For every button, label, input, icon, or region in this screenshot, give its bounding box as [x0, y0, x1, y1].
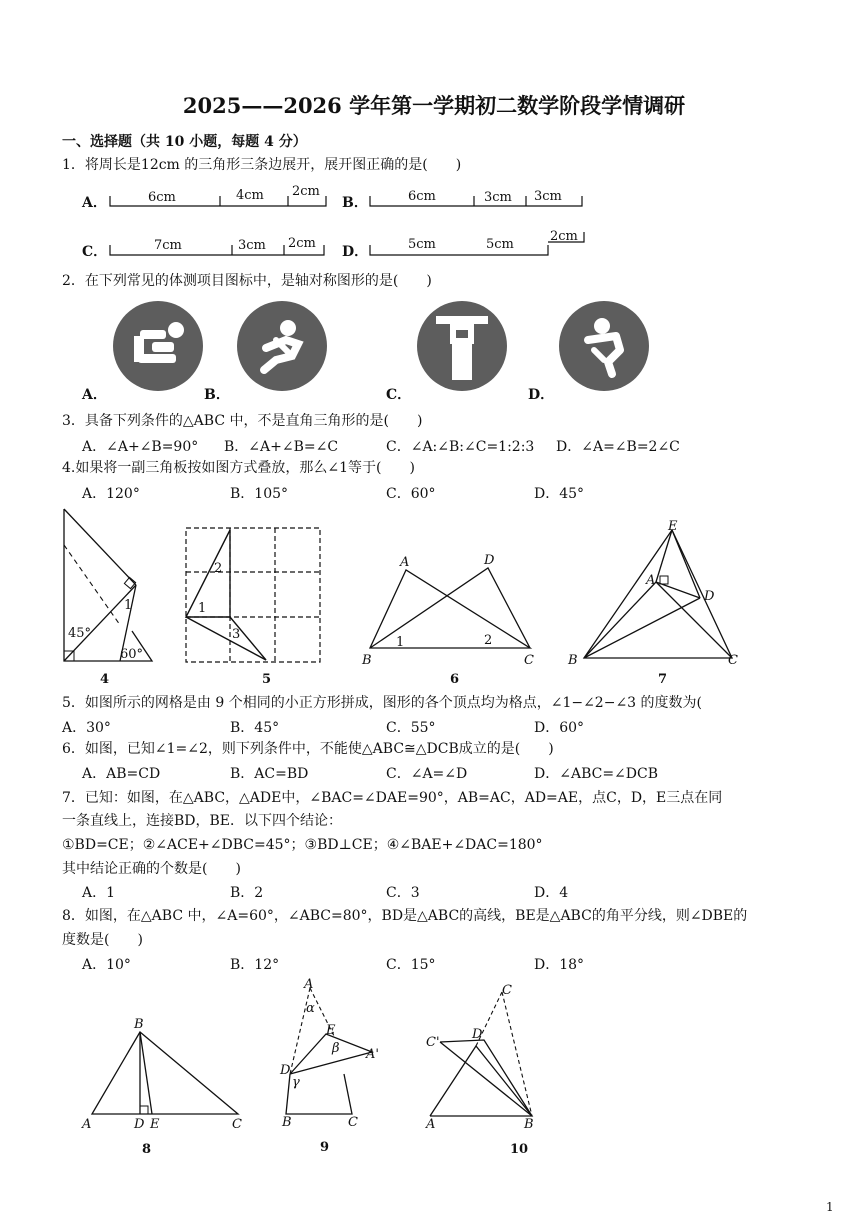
- f5-angle-1: 1: [198, 601, 207, 616]
- f7-point-c: C: [728, 653, 738, 668]
- q1-option-a-segment: [108, 182, 328, 212]
- f9-point-e: E: [326, 1023, 336, 1038]
- f6-point-a: A: [400, 555, 410, 570]
- f10-point-c: C: [502, 983, 512, 998]
- question-4-stem: 4.如果将一副三角板按如图方式叠放，那么∠1等于( ): [62, 460, 415, 476]
- q2-option-b: B．: [204, 387, 230, 403]
- fitness-icon-b: [236, 300, 328, 392]
- figure-9-caption: 9: [320, 1140, 330, 1155]
- q1c-seg3: 2cm: [288, 236, 316, 251]
- q5-option-b: B．45°: [230, 720, 280, 736]
- f6-point-c: C: [524, 653, 534, 668]
- q1a-seg1: 6cm: [148, 190, 176, 205]
- figure-9: [276, 978, 386, 1128]
- q1c-seg1: 7cm: [154, 238, 182, 253]
- q5-option-d: D．60°: [534, 720, 585, 736]
- q5-option-c: C．55°: [386, 720, 436, 736]
- figure-10: [420, 982, 540, 1132]
- figure-8-caption: 8: [142, 1142, 152, 1157]
- f9-point-b: B: [282, 1115, 292, 1130]
- q6-option-b: B．AC=BD: [230, 766, 309, 782]
- q4-option-d: D．45°: [534, 486, 585, 502]
- q1-option-d-segment: [368, 228, 588, 258]
- q3-option-a: A．∠A+∠B=90°: [82, 439, 199, 455]
- q2-option-a: A．: [82, 387, 107, 403]
- f10-point-c-prime: C': [426, 1035, 440, 1050]
- figure-8: [78, 1010, 258, 1132]
- question-7-conclusions: ①BD=CE；②∠ACE+∠DBC=45°；③BD⊥CE；④∠BAE+∠DAC=180°: [62, 837, 543, 853]
- q4-option-b: B．105°: [230, 486, 289, 502]
- f4-angle-45: 45°: [68, 626, 92, 641]
- f7-point-a: A: [646, 573, 656, 588]
- f8-point-c: C: [232, 1117, 242, 1132]
- question-8-stem-line1: 8．如图，在△ABC 中，∠A=60°，∠ABC=80°，BD是△ABC的高线，BE是△ABC的角平分线，则∠DBE的: [62, 908, 748, 924]
- q1b-seg3: 3cm: [534, 189, 562, 204]
- fitness-icon-a: [112, 300, 204, 392]
- q8-option-a: A．10°: [82, 957, 131, 973]
- q7-option-a: A．1: [82, 885, 116, 901]
- q3-option-d: D．∠A=∠B=2∠C: [556, 439, 680, 455]
- f9-angle-beta: β: [332, 1041, 340, 1056]
- q1-option-c-letter: C．: [82, 244, 108, 260]
- q2-option-c: C．: [386, 387, 412, 403]
- figure-4: [58, 505, 158, 665]
- f5-angle-3: 3: [232, 627, 241, 642]
- q1a-seg3: 2cm: [292, 184, 320, 199]
- f4-angle-60: 60°: [120, 647, 144, 662]
- f7-point-d: D: [704, 589, 715, 604]
- f9-angle-gamma: γ: [292, 1075, 300, 1090]
- fitness-icon-c: [416, 300, 508, 392]
- question-3-stem: 3．具备下列条件的△ABC 中，不是直角三角形的是( ): [62, 413, 423, 429]
- q7-option-c: C．3: [386, 885, 420, 901]
- q5-option-a: A．30°: [62, 720, 111, 736]
- q1d-seg1: 5cm: [408, 237, 436, 252]
- question-2-stem: 2．在下列常见的体测项目图标中，是轴对称图形的是( ): [62, 273, 432, 289]
- q6-option-c: C．∠A=∠D: [386, 766, 468, 782]
- figure-6-caption: 6: [450, 672, 460, 687]
- f8-point-a: A: [82, 1117, 92, 1132]
- f6-point-d: D: [484, 553, 495, 568]
- f8-point-d: D: [134, 1117, 145, 1132]
- section-heading: 一、选择题（共 10 小题，每题 4 分）: [62, 134, 307, 150]
- q4-option-c: C．60°: [386, 486, 436, 502]
- q2-option-d: D．: [528, 387, 555, 403]
- q4-option-a: A．120°: [82, 486, 140, 502]
- f10-point-d: D: [472, 1027, 483, 1042]
- question-8-stem-line2: 度数是( ): [62, 932, 143, 948]
- f9-point-a-prime: A': [366, 1047, 379, 1062]
- f9-point-a: A: [304, 977, 314, 992]
- fitness-icon-d: [558, 300, 650, 392]
- page-title: 2025——2026 学年第一学期初二数学阶段学情调研: [182, 93, 686, 118]
- q3-option-b: B．∠A+∠B=∠C: [224, 439, 339, 455]
- f6-angle-2: 2: [484, 633, 493, 648]
- q1-option-b-letter: B．: [342, 195, 368, 211]
- figure-10-caption: 10: [510, 1142, 529, 1157]
- figure-5-caption: 5: [262, 672, 272, 687]
- figure-7-caption: 7: [658, 672, 668, 687]
- q1-option-c-segment: [108, 231, 328, 261]
- q1-option-d-letter: D．: [342, 244, 369, 260]
- question-7-stem-line1: 7．已知：如图，在△ABC，△ADE中，∠BAC=∠DAE=90°，AB=AC，AD=AE，点C，D，E三点在同: [62, 790, 723, 806]
- f6-point-b: B: [362, 653, 372, 668]
- q7-option-d: D．4: [534, 885, 569, 901]
- f5-angle-2: 2: [214, 561, 223, 576]
- question-5-stem: 5．如图所示的网格是由 9 个相同的小正方形拼成，图形的各个顶点均为格点，∠1−∠2−∠3 的度数为(: [62, 695, 702, 711]
- q8-option-b: B．12°: [230, 957, 280, 973]
- question-6-stem: 6．如图，已知∠1=∠2，则下列条件中，不能使△ABC≅△DCB成立的是( ): [62, 741, 554, 757]
- f6-angle-1: 1: [396, 635, 405, 650]
- q1-option-b-segment: [368, 182, 588, 212]
- f7-point-b: B: [568, 653, 578, 668]
- figure-4-caption: 4: [100, 672, 110, 687]
- f9-point-c: C: [348, 1115, 358, 1130]
- q1b-seg1: 6cm: [408, 189, 436, 204]
- figure-7: [560, 518, 750, 668]
- figure-5-grid: [184, 526, 324, 666]
- q1c-seg2: 3cm: [238, 238, 266, 253]
- q7-option-b: B．2: [230, 885, 264, 901]
- q1-option-a-letter: A．: [82, 195, 107, 211]
- question-7-stem-line4: 其中结论正确的个数是( ): [62, 861, 241, 877]
- question-1-stem: 1．将周长是12cm 的三角形三条边展开，展开图正确的是( ): [62, 157, 462, 173]
- q1d-seg3: 2cm: [550, 229, 578, 244]
- q6-option-a: A．AB=CD: [82, 766, 161, 782]
- q8-option-d: D．18°: [534, 957, 585, 973]
- f9-point-d: D: [280, 1063, 291, 1078]
- f9-angle-alpha: α: [306, 1001, 315, 1016]
- q1b-seg2: 3cm: [484, 190, 512, 205]
- q6-option-d: D．∠ABC=∠DCB: [534, 766, 659, 782]
- q1d-seg2: 5cm: [486, 237, 514, 252]
- f10-point-a: A: [426, 1117, 436, 1132]
- f4-angle-1: 1: [124, 598, 133, 613]
- f8-point-b: B: [134, 1017, 144, 1032]
- f10-point-b: B: [524, 1117, 534, 1132]
- q8-option-c: C．15°: [386, 957, 436, 973]
- q3-option-c: C．∠A:∠B:∠C=1:2:3: [386, 439, 535, 455]
- q1a-seg2: 4cm: [236, 188, 264, 203]
- figure-6: [360, 552, 550, 670]
- question-7-stem-line2: 一条直线上，连接BD，BE．以下四个结论：: [62, 813, 343, 829]
- page-number: 1: [826, 1200, 834, 1214]
- f8-point-e: E: [150, 1117, 160, 1132]
- f7-point-e: E: [668, 519, 678, 534]
